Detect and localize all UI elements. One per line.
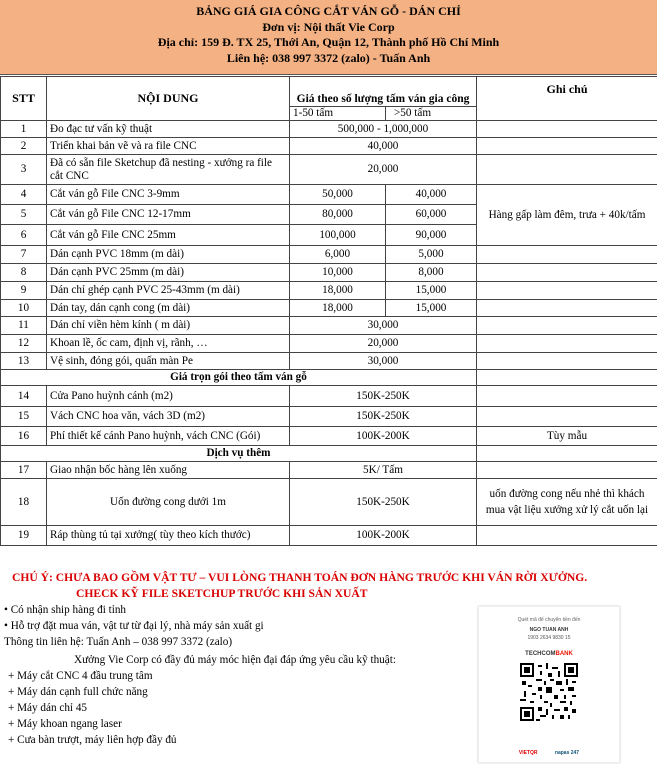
row-price: 100K-200K (290, 526, 477, 546)
row-stt: 3 (1, 155, 47, 185)
rush-note: Hàng gấp làm đêm, trưa + 40k/tấm (477, 185, 657, 246)
row-note (477, 317, 657, 335)
col-qty-2: >50 tấm (386, 107, 477, 121)
row-content: Dán cạnh PVC 18mm (m dài) (47, 246, 290, 264)
row-content: Khoan lề, ốc cam, định vị, rãnh, … (47, 335, 290, 353)
section-row (1, 370, 657, 386)
doc-unit: Đơn vị: Nội thất Vie Corp (262, 19, 395, 34)
row-content: Dán chỉ ghép cạnh PVC 25-43mm (m dài) (47, 282, 290, 300)
qr-account-number: 1903 2634 9830 15 (527, 635, 571, 641)
row-content: Đã có sẵn file Sketchup đã nesting - xưởng ra file cắt CNC (47, 155, 290, 185)
note-factory: Xưởng Vie Corp có đầy đủ máy móc hiện đại đáp ứng yêu cầu kỹ thuật: (74, 654, 396, 666)
row-note (477, 446, 657, 462)
table-header-row (1, 77, 657, 107)
table-row (1, 353, 657, 370)
row-stt: 18 (1, 479, 47, 526)
table-row (1, 317, 657, 335)
row-stt: 5 (1, 205, 47, 225)
table-row (1, 462, 657, 479)
row-note (477, 386, 657, 407)
row-price: 150K-250K (290, 386, 477, 407)
row-note (477, 462, 657, 479)
row-note (477, 121, 657, 138)
table-row (1, 121, 657, 138)
row-stt: 13 (1, 353, 47, 370)
row-stt: 19 (1, 526, 47, 546)
row-price: 150K-250K (290, 407, 477, 427)
doc-title: BẢNG GIÁ GIA CÔNG CẮT VÁN GỖ - DÁN CHỈ (196, 4, 461, 18)
row-note (477, 407, 657, 427)
bank-name-1: TECHCOM (525, 651, 556, 657)
row-content: Dán chỉ viền hèm kính ( m dài) (47, 317, 290, 335)
machine-item: + Máy khoan ngang laser (8, 718, 122, 730)
row-note (477, 282, 657, 300)
row-stt: 15 (1, 407, 47, 427)
row-price-1: 50,000 (290, 185, 386, 205)
machine-item: + Cưa bàn trượt, máy liên hợp đầy đủ (8, 734, 177, 746)
row-price-2: 60,000 (386, 205, 477, 225)
price-table (0, 76, 657, 546)
warning-sketchup: CHECK KỸ FILE SKETCHUP TRƯỚC KHI SẢN XUẤT (76, 587, 368, 600)
row-price-1: 10,000 (290, 264, 386, 282)
table-row (1, 479, 657, 526)
row-note (477, 246, 657, 264)
doc-contact: Liên hệ: 038 997 3372 (zalo) - Tuấn Anh (226, 50, 431, 65)
row-stt: 14 (1, 386, 47, 407)
row-note (477, 370, 657, 386)
row-price: 30,000 (290, 353, 477, 370)
row-stt: 2 (1, 138, 47, 155)
row-note (477, 353, 657, 370)
row-price-1: 6,000 (290, 246, 386, 264)
row-stt: 16 (1, 427, 47, 446)
row-content: Vách CNC hoa văn, vách 3D (m2) (47, 407, 290, 427)
table-row (1, 138, 657, 155)
row-content: Dán tay, dán cạnh cong (m dài) (47, 300, 290, 317)
col-price-qty: Giá theo số lượng tấm ván gia công (290, 77, 477, 107)
row-note: uốn đường cong nếu nhẻ thì khách mua vật liệu xưởng xử lý cắt uốn lại (477, 479, 657, 526)
row-content: Cửa Pano huỳnh cánh (m2) (47, 386, 290, 407)
row-content: Triển khai bản vẽ và ra file CNC (47, 138, 290, 155)
row-price: 20,000 (290, 335, 477, 353)
doc-address: Địa chỉ: 159 Đ. TX 25, Thới An, Quận 12, Thành phố Hồ Chí Minh (157, 35, 500, 49)
row-stt: 9 (1, 282, 47, 300)
row-price: 500,000 - 1,000,000 (290, 121, 477, 138)
row-price: 5K/ Tấm (290, 462, 477, 479)
section-row (1, 446, 657, 462)
row-price: 20,000 (290, 155, 477, 185)
row-price-2: 40,000 (386, 185, 477, 205)
table-row (1, 300, 657, 317)
warning-payment: CHÚ Ý: CHƯA BAO GỒM VẬT TƯ – VUI LÒNG THANH TOÁN ĐƠN HÀNG TRƯỚC KHI VÁN RỜI XƯỞNG. (12, 571, 588, 584)
table-row (1, 282, 657, 300)
section-services: Dịch vụ thêm (1, 446, 477, 462)
machine-item: + Máy dán cạnh full chức năng (8, 686, 148, 698)
col-qty-1: 1-50 tấm (290, 107, 386, 121)
row-price-2: 15,000 (386, 282, 477, 300)
col-content: NỘI DUNG (47, 77, 290, 121)
machine-item: + Máy cắt CNC 4 đầu trung tâm (8, 670, 153, 682)
row-note (477, 138, 657, 155)
table-row (1, 386, 657, 407)
row-price-2: 15,000 (386, 300, 477, 317)
document-header (0, 0, 657, 75)
table-row (1, 155, 657, 185)
col-note: Ghi chú (477, 77, 657, 121)
row-note (477, 264, 657, 282)
row-content: Ráp thùng tủ tại xưởng( tùy theo kích thước) (47, 526, 290, 546)
row-note (477, 300, 657, 317)
row-stt: 7 (1, 246, 47, 264)
table-row (1, 407, 657, 427)
row-note (477, 526, 657, 546)
qr-instruction: Quét mã để chuyển tiền đến (517, 617, 581, 623)
row-note (477, 155, 657, 185)
row-price-1: 100,000 (290, 225, 386, 246)
row-content: Uốn đường cong dưới 1m (47, 479, 290, 526)
row-stt: 6 (1, 225, 47, 246)
row-stt: 12 (1, 335, 47, 353)
note-contact: Thông tin liên hệ: Tuấn Anh – 038 997 3372 (zalo) (4, 636, 233, 648)
row-price-1: 18,000 (290, 300, 386, 317)
row-content: Cắt ván gỗ File CNC 12-17mm (47, 205, 290, 225)
section-package: Giá trọn gói theo tấm ván gỗ (1, 370, 477, 386)
row-content: Cắt ván gỗ File CNC 3-9mm (47, 185, 290, 205)
table-row (1, 264, 657, 282)
table-row (1, 427, 657, 446)
row-price-2: 90,000 (386, 225, 477, 246)
row-content: Giao nhận bốc hàng lên xuống (47, 462, 290, 479)
row-price-2: 8,000 (386, 264, 477, 282)
row-stt: 11 (1, 317, 47, 335)
napas-logo: napas 247 (554, 750, 580, 756)
row-price-2: 5,000 (386, 246, 477, 264)
row-price-1: 18,000 (290, 282, 386, 300)
row-stt: 10 (1, 300, 47, 317)
row-note (477, 335, 657, 353)
bank-logo (479, 651, 619, 657)
table-row (1, 185, 657, 205)
row-content: Dán cạnh PVC 25mm (m dài) (47, 264, 290, 282)
row-price: 100K-200K (290, 427, 477, 446)
note-supply: • Hỗ trợ đặt mua ván, vật tư từ đại lý, nhà máy sản xuất gi (4, 620, 264, 632)
row-price: 30,000 (290, 317, 477, 335)
row-price: 150K-250K (290, 479, 477, 526)
row-price-1: 80,000 (290, 205, 386, 225)
table-row (1, 526, 657, 546)
row-stt: 4 (1, 185, 47, 205)
row-stt: 1 (1, 121, 47, 138)
row-stt: 17 (1, 462, 47, 479)
row-content: Đo đạc tư vấn kỹ thuật (47, 121, 290, 138)
row-content: Vệ sinh, đóng gói, quấn màn Pe (47, 353, 290, 370)
table-row (1, 246, 657, 264)
row-price: 40,000 (290, 138, 477, 155)
row-note: Tùy mẫu (477, 427, 657, 446)
qr-account-name: NGO TUAN ANH (529, 627, 569, 633)
machine-item: + Máy dán chỉ 45 (8, 702, 88, 714)
qr-code-icon (518, 661, 580, 723)
row-stt: 8 (1, 264, 47, 282)
qr-footer (479, 750, 619, 756)
payment-qr-card (478, 606, 620, 763)
note-shipping: • Có nhận ship hàng đi tỉnh (4, 604, 127, 616)
bank-name-2: BANK (555, 651, 573, 657)
row-content: Cắt ván gỗ File CNC 25mm (47, 225, 290, 246)
col-stt: STT (1, 77, 47, 121)
table-row (1, 335, 657, 353)
row-content: Phí thiết kế cánh Pano huỳnh, vách CNC (Gói) (47, 427, 290, 446)
vietqr-logo: VIETQR (518, 750, 538, 756)
